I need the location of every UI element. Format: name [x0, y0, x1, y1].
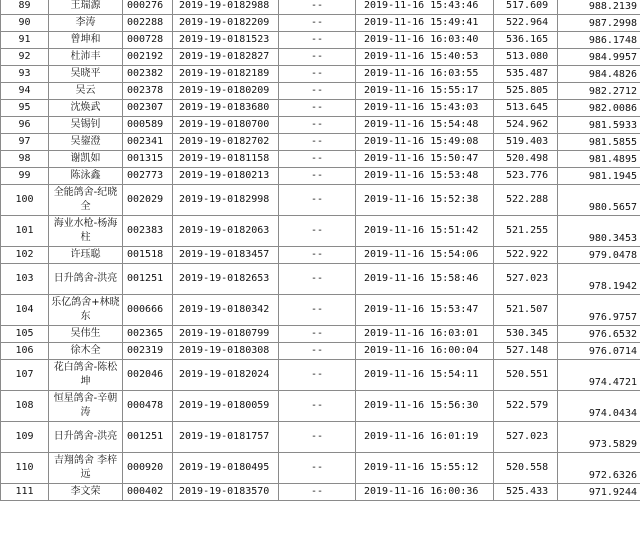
arrival-time-cell: 2019-11-16 15:52:38 — [356, 185, 494, 216]
name-cell: 花白鸽舍-陈松坤 — [49, 360, 123, 391]
name-cell: 曾坤和 — [49, 32, 123, 49]
speed-cell: 986.1748 — [558, 32, 640, 49]
distance-cell: 527.148 — [494, 343, 558, 360]
arrival-time-cell: 2019-11-16 15:50:47 — [356, 151, 494, 168]
table-row — [1, 151, 640, 168]
ring-number-cell: 2019-19-0183570 — [173, 484, 279, 501]
member-id-cell: 001315 — [123, 151, 173, 168]
speed-cell: 988.2139 — [558, 0, 640, 15]
gap-cell: -- — [279, 247, 356, 264]
member-id-cell: 001518 — [123, 247, 173, 264]
ring-number-cell: 2019-19-0182827 — [173, 49, 279, 66]
results-table-body — [1, 0, 640, 501]
distance-cell: 520.551 — [494, 360, 558, 391]
member-id-cell: 000728 — [123, 32, 173, 49]
speed-cell: 972.6326 — [558, 453, 640, 484]
rank-cell: 102 — [1, 247, 49, 264]
gap-cell: -- — [279, 343, 356, 360]
ring-number-cell: 2019-19-0182209 — [173, 15, 279, 32]
name-cell: 沈焕武 — [49, 100, 123, 117]
rank-cell: 90 — [1, 15, 49, 32]
rank-cell: 105 — [1, 326, 49, 343]
arrival-time-cell: 2019-11-16 15:55:12 — [356, 453, 494, 484]
gap-cell: -- — [279, 66, 356, 83]
table-row — [1, 32, 640, 49]
speed-cell: 981.5855 — [558, 134, 640, 151]
table-row — [1, 185, 640, 216]
member-id-cell: 002307 — [123, 100, 173, 117]
distance-cell: 513.645 — [494, 100, 558, 117]
speed-cell: 981.4895 — [558, 151, 640, 168]
table-row — [1, 117, 640, 134]
rank-cell: 110 — [1, 453, 49, 484]
rank-cell: 101 — [1, 216, 49, 247]
speed-cell: 974.0434 — [558, 391, 640, 422]
ring-number-cell: 2019-19-0180213 — [173, 168, 279, 185]
name-cell: 王瑞源 — [49, 0, 123, 15]
rank-cell: 98 — [1, 151, 49, 168]
member-id-cell: 000920 — [123, 453, 173, 484]
speed-cell: 976.6532 — [558, 326, 640, 343]
name-cell: 吴伟生 — [49, 326, 123, 343]
distance-cell: 517.609 — [494, 0, 558, 15]
distance-cell: 522.964 — [494, 15, 558, 32]
member-id-cell: 000589 — [123, 117, 173, 134]
arrival-time-cell: 2019-11-16 15:40:53 — [356, 49, 494, 66]
name-cell: 李涛 — [49, 15, 123, 32]
ring-number-cell: 2019-19-0180308 — [173, 343, 279, 360]
distance-cell: 520.558 — [494, 453, 558, 484]
member-id-cell: 002319 — [123, 343, 173, 360]
distance-cell: 527.023 — [494, 422, 558, 453]
member-id-cell: 001251 — [123, 422, 173, 453]
gap-cell: -- — [279, 185, 356, 216]
gap-cell: -- — [279, 360, 356, 391]
rank-cell: 109 — [1, 422, 49, 453]
rank-cell: 91 — [1, 32, 49, 49]
table-row — [1, 360, 640, 391]
gap-cell: -- — [279, 134, 356, 151]
arrival-time-cell: 2019-11-16 15:43:03 — [356, 100, 494, 117]
arrival-time-cell: 2019-11-16 15:54:48 — [356, 117, 494, 134]
ring-number-cell: 2019-19-0181158 — [173, 151, 279, 168]
speed-cell: 984.4826 — [558, 66, 640, 83]
speed-cell: 973.5829 — [558, 422, 640, 453]
gap-cell: -- — [279, 15, 356, 32]
ring-number-cell: 2019-19-0183680 — [173, 100, 279, 117]
rank-cell: 94 — [1, 83, 49, 100]
rank-cell: 97 — [1, 134, 49, 151]
table-row — [1, 326, 640, 343]
ring-number-cell: 2019-19-0182024 — [173, 360, 279, 391]
table-row — [1, 295, 640, 326]
rank-cell: 99 — [1, 168, 49, 185]
distance-cell: 525.805 — [494, 83, 558, 100]
distance-cell: 521.507 — [494, 295, 558, 326]
table-row — [1, 0, 640, 15]
ring-number-cell: 2019-19-0180342 — [173, 295, 279, 326]
gap-cell: -- — [279, 295, 356, 326]
table-row — [1, 264, 640, 295]
name-cell: 许珏聪 — [49, 247, 123, 264]
gap-cell: -- — [279, 117, 356, 134]
member-id-cell: 001251 — [123, 264, 173, 295]
ring-number-cell: 2019-19-0180495 — [173, 453, 279, 484]
table-row — [1, 453, 640, 484]
speed-cell: 974.4721 — [558, 360, 640, 391]
distance-cell: 535.487 — [494, 66, 558, 83]
member-id-cell: 002382 — [123, 66, 173, 83]
ring-number-cell: 2019-19-0180059 — [173, 391, 279, 422]
rank-cell: 92 — [1, 49, 49, 66]
speed-cell: 978.1942 — [558, 264, 640, 295]
table-row — [1, 83, 640, 100]
arrival-time-cell: 2019-11-16 16:03:55 — [356, 66, 494, 83]
gap-cell: -- — [279, 216, 356, 247]
table-row — [1, 134, 640, 151]
member-id-cell: 002192 — [123, 49, 173, 66]
gap-cell: -- — [279, 326, 356, 343]
name-cell: 谢凯如 — [49, 151, 123, 168]
ring-number-cell: 2019-19-0181523 — [173, 32, 279, 49]
distance-cell: 523.776 — [494, 168, 558, 185]
name-cell: 吴鋆澄 — [49, 134, 123, 151]
member-id-cell: 002378 — [123, 83, 173, 100]
name-cell: 徐木全 — [49, 343, 123, 360]
gap-cell: -- — [279, 100, 356, 117]
arrival-time-cell: 2019-11-16 15:54:06 — [356, 247, 494, 264]
table-row — [1, 484, 640, 501]
arrival-time-cell: 2019-11-16 15:56:30 — [356, 391, 494, 422]
rank-cell: 104 — [1, 295, 49, 326]
ring-number-cell: 2019-19-0182702 — [173, 134, 279, 151]
speed-cell: 971.9244 — [558, 484, 640, 501]
table-row — [1, 49, 640, 66]
rank-cell: 89 — [1, 0, 49, 15]
member-id-cell: 000478 — [123, 391, 173, 422]
distance-cell: 527.023 — [494, 264, 558, 295]
name-cell: 吴晓平 — [49, 66, 123, 83]
member-id-cell: 000402 — [123, 484, 173, 501]
arrival-time-cell: 2019-11-16 16:03:40 — [356, 32, 494, 49]
member-id-cell: 002365 — [123, 326, 173, 343]
gap-cell: -- — [279, 453, 356, 484]
member-id-cell: 002773 — [123, 168, 173, 185]
member-id-cell: 002341 — [123, 134, 173, 151]
member-id-cell: 002383 — [123, 216, 173, 247]
gap-cell: -- — [279, 264, 356, 295]
distance-cell: 522.922 — [494, 247, 558, 264]
name-cell: 李文荣 — [49, 484, 123, 501]
ring-number-cell: 2019-19-0180209 — [173, 83, 279, 100]
gap-cell: -- — [279, 83, 356, 100]
speed-cell: 976.0714 — [558, 343, 640, 360]
distance-cell: 530.345 — [494, 326, 558, 343]
speed-cell: 987.2998 — [558, 15, 640, 32]
rank-cell: 106 — [1, 343, 49, 360]
rank-cell: 95 — [1, 100, 49, 117]
rank-cell: 100 — [1, 185, 49, 216]
rank-cell: 108 — [1, 391, 49, 422]
ring-number-cell: 2019-19-0180700 — [173, 117, 279, 134]
speed-cell: 984.9957 — [558, 49, 640, 66]
speed-cell: 980.3453 — [558, 216, 640, 247]
name-cell: 全能鸽舍-纪晓全 — [49, 185, 123, 216]
ring-number-cell: 2019-19-0182063 — [173, 216, 279, 247]
arrival-time-cell: 2019-11-16 16:03:01 — [356, 326, 494, 343]
distance-cell: 525.433 — [494, 484, 558, 501]
name-cell: 吴云 — [49, 83, 123, 100]
member-id-cell: 002288 — [123, 15, 173, 32]
table-row — [1, 391, 640, 422]
arrival-time-cell: 2019-11-16 15:49:08 — [356, 134, 494, 151]
table-row — [1, 343, 640, 360]
name-cell: 杜沛丰 — [49, 49, 123, 66]
name-cell: 海业水枪-杨海柱 — [49, 216, 123, 247]
name-cell: 吴锡钊 — [49, 117, 123, 134]
rank-cell: 96 — [1, 117, 49, 134]
member-id-cell: 002029 — [123, 185, 173, 216]
ring-number-cell: 2019-19-0182653 — [173, 264, 279, 295]
arrival-time-cell: 2019-11-16 15:54:11 — [356, 360, 494, 391]
arrival-time-cell: 2019-11-16 15:55:17 — [356, 83, 494, 100]
rank-cell: 107 — [1, 360, 49, 391]
distance-cell: 513.080 — [494, 49, 558, 66]
distance-cell: 522.579 — [494, 391, 558, 422]
name-cell: 乐亿鸽舍+林晓东 — [49, 295, 123, 326]
table-row — [1, 15, 640, 32]
gap-cell: -- — [279, 168, 356, 185]
arrival-time-cell: 2019-11-16 15:51:42 — [356, 216, 494, 247]
ring-number-cell: 2019-19-0180799 — [173, 326, 279, 343]
arrival-time-cell: 2019-11-16 15:53:47 — [356, 295, 494, 326]
distance-cell: 522.288 — [494, 185, 558, 216]
name-cell: 日升鸽舍-洪亮 — [49, 422, 123, 453]
gap-cell: -- — [279, 49, 356, 66]
ring-number-cell: 2019-19-0182998 — [173, 185, 279, 216]
member-id-cell: 002046 — [123, 360, 173, 391]
speed-cell: 980.5657 — [558, 185, 640, 216]
arrival-time-cell: 2019-11-16 15:43:46 — [356, 0, 494, 15]
arrival-time-cell: 2019-11-16 16:00:04 — [356, 343, 494, 360]
gap-cell: -- — [279, 151, 356, 168]
ring-number-cell: 2019-19-0183457 — [173, 247, 279, 264]
member-id-cell: 000666 — [123, 295, 173, 326]
distance-cell: 520.498 — [494, 151, 558, 168]
rank-cell: 111 — [1, 484, 49, 501]
ring-number-cell: 2019-19-0182189 — [173, 66, 279, 83]
distance-cell: 524.962 — [494, 117, 558, 134]
name-cell: 日升鸽舍-洪亮 — [49, 264, 123, 295]
table-row — [1, 66, 640, 83]
ring-number-cell: 2019-19-0181757 — [173, 422, 279, 453]
name-cell: 陈泳鑫 — [49, 168, 123, 185]
rank-cell: 93 — [1, 66, 49, 83]
distance-cell: 521.255 — [494, 216, 558, 247]
distance-cell: 519.403 — [494, 134, 558, 151]
speed-cell: 982.0086 — [558, 100, 640, 117]
arrival-time-cell: 2019-11-16 15:58:46 — [356, 264, 494, 295]
gap-cell: -- — [279, 0, 356, 15]
table-row — [1, 216, 640, 247]
member-id-cell: 000276 — [123, 0, 173, 15]
arrival-time-cell: 2019-11-16 16:01:19 — [356, 422, 494, 453]
arrival-time-cell: 2019-11-16 15:49:41 — [356, 15, 494, 32]
speed-cell: 979.0478 — [558, 247, 640, 264]
speed-cell: 981.5933 — [558, 117, 640, 134]
gap-cell: -- — [279, 484, 356, 501]
distance-cell: 536.165 — [494, 32, 558, 49]
name-cell: 恒星鸽舍-辛朝涛 — [49, 391, 123, 422]
gap-cell: -- — [279, 422, 356, 453]
speed-cell: 981.1945 — [558, 168, 640, 185]
table-row — [1, 422, 640, 453]
name-cell: 吉翔鸽舍 李梓远 — [49, 453, 123, 484]
table-row — [1, 168, 640, 185]
speed-cell: 976.9757 — [558, 295, 640, 326]
gap-cell: -- — [279, 391, 356, 422]
speed-cell: 982.2712 — [558, 83, 640, 100]
arrival-time-cell: 2019-11-16 15:53:48 — [356, 168, 494, 185]
table-row — [1, 247, 640, 264]
gap-cell: -- — [279, 32, 356, 49]
rank-cell: 103 — [1, 264, 49, 295]
arrival-time-cell: 2019-11-16 16:00:36 — [356, 484, 494, 501]
table-row — [1, 100, 640, 117]
ring-number-cell: 2019-19-0182988 — [173, 0, 279, 15]
